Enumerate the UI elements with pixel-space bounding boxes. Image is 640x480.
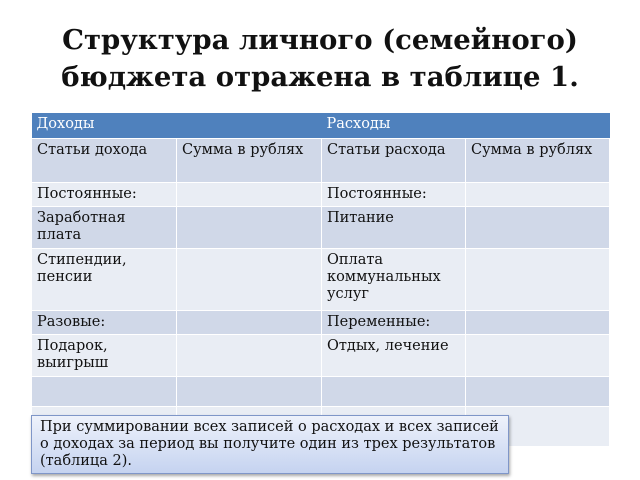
table-row: [32, 183, 610, 207]
page-title: [0, 22, 640, 96]
table-row: [32, 377, 610, 407]
expense-item-column-header: Статьи расхода: [322, 139, 466, 183]
table-row: [32, 249, 610, 311]
table-header-row: [32, 113, 610, 139]
income-sum-cell: [177, 207, 322, 249]
expense-header: Расходы: [322, 113, 610, 139]
income-item-cell: Разовые:: [32, 311, 177, 335]
title-line-1: Структура личного (семейного): [62, 24, 578, 56]
expense-item-cell: [322, 377, 466, 407]
expense-item-cell: Питание: [322, 207, 466, 249]
budget-structure-table: [31, 112, 610, 447]
table-row: [32, 207, 610, 249]
expense-sum-column-header: Сумма в рублях: [466, 139, 610, 183]
income-item-cell: Постоянные:: [32, 183, 177, 207]
expense-sum-cell: [466, 335, 610, 377]
income-header: Доходы: [32, 113, 322, 139]
income-item-cell: [32, 377, 177, 407]
expense-sum-cell: [466, 249, 610, 311]
expense-sum-cell: [466, 311, 610, 335]
table-row: [32, 335, 610, 377]
expense-item-cell: Отдых, лечение: [322, 335, 466, 377]
title-line-2: бюджета отражена в таблице 1.: [61, 61, 579, 93]
income-sum-cell: [177, 311, 322, 335]
income-sum-cell: [177, 183, 322, 207]
income-item-column-header: Статьи дохода: [32, 139, 177, 183]
income-item-cell: Стипендии, пенсии: [32, 249, 177, 311]
income-item-cell: Подарок, выигрыш: [32, 335, 177, 377]
expense-item-cell: Постоянные:: [322, 183, 466, 207]
expense-sum-cell: [466, 377, 610, 407]
income-sum-cell: [177, 335, 322, 377]
income-sum-cell: [177, 377, 322, 407]
income-sum-column-header: Сумма в рублях: [177, 139, 322, 183]
income-item-cell: Заработная плата: [32, 207, 177, 249]
table-subheader-row: [32, 139, 610, 183]
summary-note-box: При суммировании всех записей о расходах и всех записей о доходах за период вы получите один из трех результатов (таблица 2).: [31, 415, 509, 474]
expense-item-cell: Оплата коммунальных услуг: [322, 249, 466, 311]
expense-sum-cell: [466, 207, 610, 249]
table-row: [32, 311, 610, 335]
expense-item-cell: Переменные:: [322, 311, 466, 335]
expense-sum-cell: [466, 183, 610, 207]
income-sum-cell: [177, 249, 322, 311]
